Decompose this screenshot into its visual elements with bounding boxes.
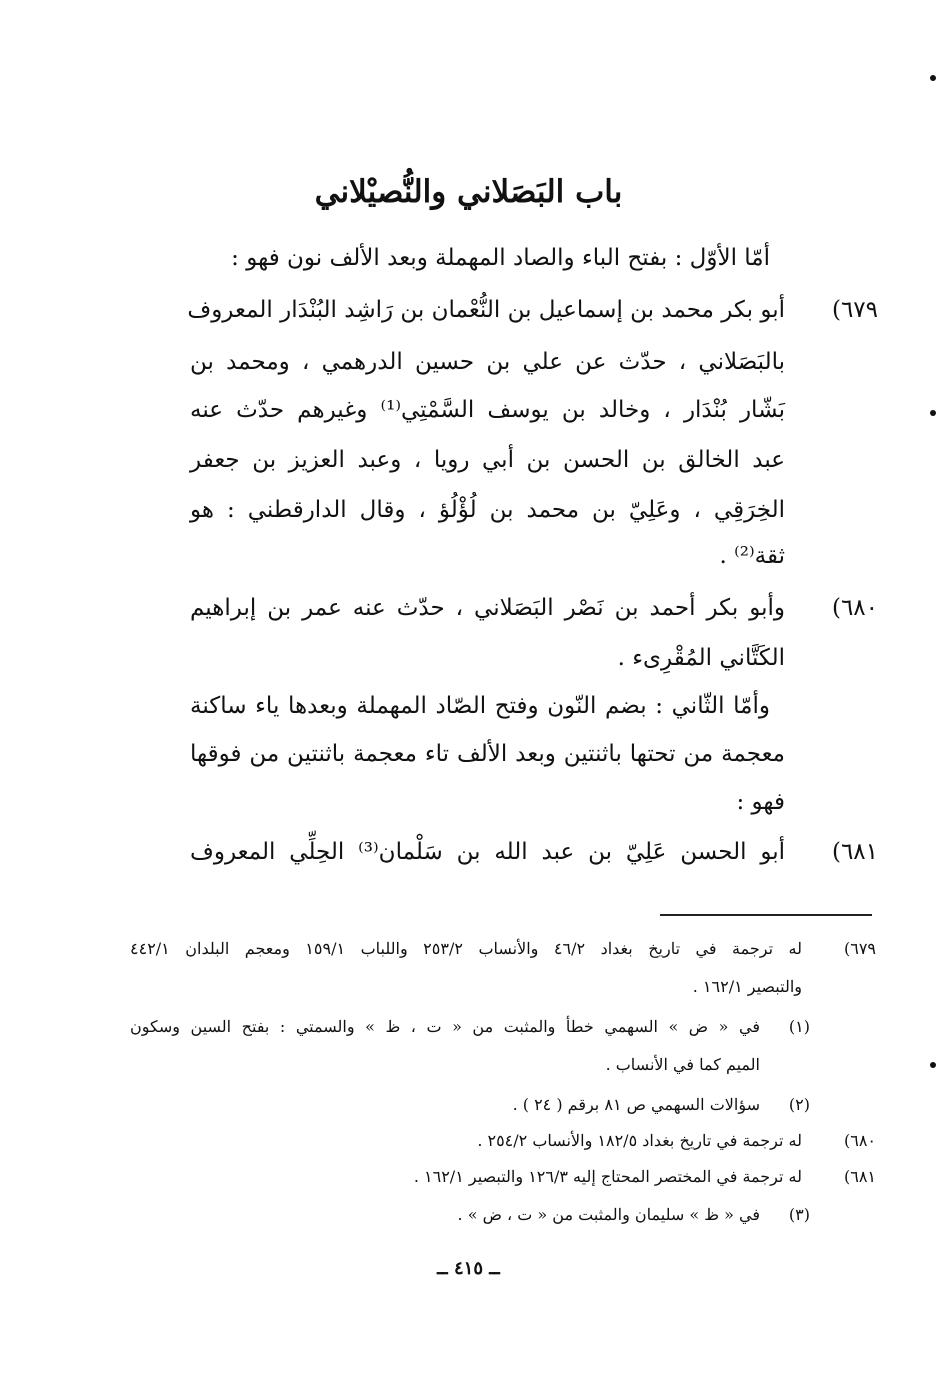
footnote-label: (٦٧٩ — [843, 939, 876, 958]
margin-mark — [930, 410, 936, 416]
second-intro-line: فهو : — [736, 789, 785, 815]
footnote-label: (٦٨١ — [843, 1167, 876, 1186]
footnote-label: (٢) — [788, 1095, 810, 1114]
footnote-line: في « ض » السهمي خطأ والمثبت من « ت ، ظ » والسمتي : بفتح السين وسكون — [130, 1017, 760, 1036]
margin-mark — [930, 1062, 936, 1068]
footnote-line: سؤالات السهمي ص ٨١ برقم ( ٢٤ ) . — [512, 1095, 760, 1114]
footnote-label: (٦٨٠ — [843, 1131, 876, 1150]
entry-line: وأبو بكر أحمد بن نَصْر البَصَلاني ، حدّث عنه عمر بن إبراهيم — [190, 595, 785, 621]
footnote-line: الميم كما في الأنساب . — [605, 1055, 760, 1074]
entry-line: الكَتَّاني المُقْرِىء . — [617, 645, 785, 671]
entry-line: عبد الخالق بن الحسن بن أبي رويا ، وعبد العزيز بن جعفر — [190, 447, 785, 473]
entry-line: أبو الحسن عَلِيّ بن عبد الله بن سَلْمان⁽³⁾ الحِلِّي المعروف — [190, 839, 785, 865]
footnote-line: له ترجمة في تاريخ بغداد ٤٦/٢ والأنساب ٢٥٣/٢ واللباب ١٥٩/١ ومعجم البلدان ٤٤٢/١ — [130, 939, 802, 958]
entry-line: بَشّار بُنْدَار ، وخالد بن يوسف السَّمْتِي⁽¹⁾ وغيرهم حدّث عنه — [190, 397, 785, 423]
entry-number: (٦٨١ — [831, 839, 878, 865]
footnote-line: والتبصير ١٦٢/١ . — [692, 977, 802, 996]
margin-mark — [930, 75, 936, 81]
entry-line: بالبَصَلاني ، حدّث عن علي بن حسين الدرهمي ، ومحمد بن — [190, 349, 785, 375]
footnote-line: في « ظ » سليمان والمثبت من « ت ، ض » . — [457, 1205, 760, 1224]
entry-number: (٦٧٩ — [831, 297, 878, 323]
page-number: ــ ٤١٥ ــ — [437, 1258, 500, 1279]
entry-number: (٦٨٠ — [831, 595, 878, 621]
intro-paragraph: أمّا الأوّل : بفتح الباء والصاد المهملة وبعد الألف نون فهو : — [231, 245, 770, 271]
footnote-separator — [660, 914, 872, 916]
second-intro-line: وأمّا الثّاني : بضم النّون وفتح الصّاد المهملة وبعدها ياء ساكنة — [190, 693, 770, 719]
footnote-line: له ترجمة في المختصر المحتاج إليه ١٢٦/٣ والتبصير ١٦٢/١ . — [413, 1167, 802, 1186]
second-intro-line: معجمة من تحتها باثنتين وبعد الألف تاء معجمة باثنتين من فوقها — [190, 741, 785, 767]
entry-line: ثقة⁽²⁾ . — [719, 543, 785, 569]
footnote-label: (٣) — [788, 1205, 810, 1224]
entry-line: الخِرَقِي ، وعَلِيّ بن محمد بن لُؤْلُؤ ، وقال الدارقطني : هو — [190, 497, 785, 523]
footnote-label: (١) — [788, 1017, 810, 1036]
footnote-line: له ترجمة في تاريخ بغداد ١٨٢/٥ والأنساب ٢٥٤/٢ . — [477, 1131, 802, 1150]
entry-line: أبو بكر محمد بن إسماعيل بن النُّعْمان بن رَاشِد البُنْدَار المعروف — [187, 297, 785, 323]
chapter-title: باب البَصَلاني والنُّصيْلاني — [314, 174, 623, 210]
